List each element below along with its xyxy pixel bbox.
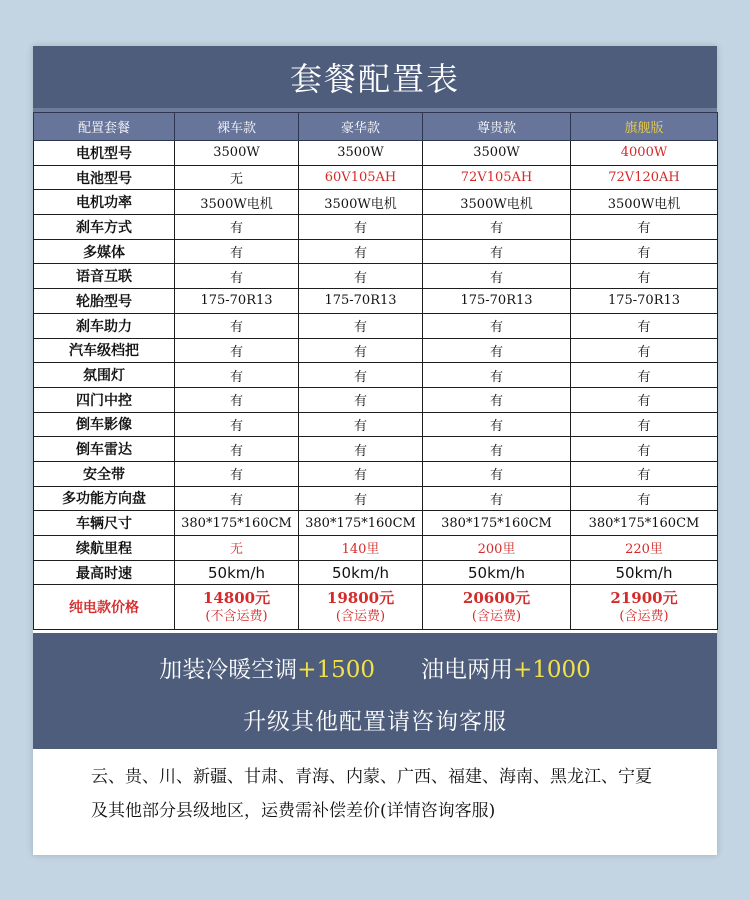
table-cell: 有 [423,363,571,388]
ac-addon-label: 加装冷暖空调 [159,657,298,683]
table-cell: 有 [175,215,299,240]
hybrid-addon-label: 油电两用 [421,657,513,683]
table-cell: 3500W电机 [299,190,423,215]
table-cell: 3500W [175,141,299,166]
table-cell: 有 [175,338,299,363]
price-cell [175,585,299,630]
table-row [34,560,718,585]
table-cell: 有 [175,313,299,338]
table-cell: 有 [571,215,718,240]
table-cell: 有 [571,387,718,412]
table-row [34,338,718,363]
row-label: 刹车助力 [34,313,175,338]
row-label: 多功能方向盘 [34,486,175,511]
table-cell: 有 [571,363,718,388]
upgrade-note: 升级其他配置请咨询客服 [243,709,507,735]
table-cell: 175-70R13 [299,289,423,314]
table-cell: 有 [423,239,571,264]
table-cell: 175-70R13 [175,289,299,314]
row-label: 倒车雷达 [34,437,175,462]
table-row [34,363,718,388]
table-row [34,511,718,536]
price-cell [423,585,571,630]
table-cell: 有 [423,437,571,462]
table-cell: 有 [423,264,571,289]
table-cell: 50km/h [423,560,571,585]
price-row-label: 纯电款价格 [34,585,175,630]
shipping-regions: 云、贵、川、新疆、甘肃、青海、内蒙、广西、福建、海南、黑龙江、宁夏 [91,767,652,787]
table-cell: 有 [299,338,423,363]
table-cell: 无 [175,165,299,190]
table-cell: 有 [299,239,423,264]
row-label: 语音互联 [34,264,175,289]
table-cell: 60V105AH [299,165,423,190]
hybrid-addon-price: +1000 [513,657,591,683]
table-body [34,141,718,630]
table-cell: 有 [571,313,718,338]
row-label: 最高时速 [34,560,175,585]
table-cell: 有 [175,461,299,486]
table-cell: 有 [299,363,423,388]
table-cell: 380*175*160CM [571,511,718,536]
shipping-note: (含运费) [619,609,669,625]
table-cell: 220里 [571,536,718,561]
table-cell: 72V105AH [423,165,571,190]
header-premium: 尊贵款 [423,113,571,141]
table-cell: 有 [423,313,571,338]
table-cell: 有 [571,338,718,363]
row-label: 四门中控 [34,387,175,412]
table-cell: 有 [175,486,299,511]
table-cell: 有 [423,338,571,363]
price-row [34,585,718,630]
table-cell: 有 [299,412,423,437]
table-header-row [34,113,718,141]
table-cell: 175-70R13 [423,289,571,314]
price-cell [299,585,423,630]
table-cell: 有 [175,387,299,412]
table-row [34,313,718,338]
table-cell: 有 [175,412,299,437]
table-cell: 有 [299,486,423,511]
addon-offers [33,651,717,687]
shipping-note: (不含运费) [205,609,268,625]
table-cell: 有 [175,239,299,264]
table-cell: 有 [571,486,718,511]
table-cell: 有 [423,461,571,486]
table-cell: 有 [175,363,299,388]
table-cell: 50km/h [299,560,423,585]
table-cell: 380*175*160CM [423,511,571,536]
header-package: 配置套餐 [34,113,175,141]
row-label: 电池型号 [34,165,175,190]
table-row [34,437,718,462]
table-cell: 无 [175,536,299,561]
config-table [33,112,718,630]
table-cell: 175-70R13 [571,289,718,314]
table-row [34,239,718,264]
header-flagship: 旗舰版 [571,113,718,141]
row-label: 电机功率 [34,190,175,215]
table-cell: 200里 [423,536,571,561]
table-row [34,264,718,289]
table-cell: 有 [299,461,423,486]
table-cell: 有 [423,387,571,412]
header-deluxe: 豪华款 [299,113,423,141]
row-label: 汽车级档把 [34,338,175,363]
table-cell: 3500W电机 [571,190,718,215]
table-cell: 3500W [423,141,571,166]
table-cell: 有 [175,437,299,462]
table-cell: 有 [299,264,423,289]
table-cell: 50km/h [175,560,299,585]
row-label: 氛围灯 [34,363,175,388]
table-cell: 有 [299,437,423,462]
promo-panel [33,633,717,749]
price-value: 21900元 [610,589,678,608]
table-cell: 72V120AH [571,165,718,190]
table-row [34,215,718,240]
table-cell: 3500W [299,141,423,166]
table-row [34,289,718,314]
table-cell: 140里 [299,536,423,561]
price-cell [571,585,718,630]
shipping-surcharge-note: 及其他部分县级地区，运费需补偿差价(详情咨询客服) [91,801,496,821]
table-row [34,486,718,511]
table-row [34,412,718,437]
table-cell: 有 [175,264,299,289]
row-label: 多媒体 [34,239,175,264]
table-cell: 有 [299,215,423,240]
table-cell: 3500W电机 [423,190,571,215]
row-label: 安全带 [34,461,175,486]
table-row [34,141,718,166]
table-cell: 有 [571,264,718,289]
table-cell: 有 [571,461,718,486]
table-cell: 有 [423,412,571,437]
table-cell: 380*175*160CM [299,511,423,536]
shipping-notice [91,760,711,828]
price-value: 20600元 [462,589,531,608]
table-row [34,387,718,412]
shipping-note: (含运费) [471,609,522,625]
table-cell: 有 [571,412,718,437]
price-value: 14800元 [202,589,271,608]
row-label: 刹车方式 [34,215,175,240]
table-cell: 380*175*160CM [175,511,299,536]
table-cell: 有 [423,215,571,240]
table-row [34,461,718,486]
row-label: 续航里程 [34,536,175,561]
row-label: 轮胎型号 [34,289,175,314]
table-cell: 50km/h [571,560,718,585]
table-cell: 4000W [571,141,718,166]
shipping-note: (含运费) [335,609,386,625]
table-row [34,165,718,190]
header-basic: 裸车款 [175,113,299,141]
table-cell: 有 [299,313,423,338]
table-cell: 有 [571,239,718,264]
row-label: 车辆尺寸 [34,511,175,536]
config-card [33,46,717,855]
price-value: 19800元 [326,589,395,608]
page-title: 套餐配置表 [33,46,717,108]
ac-addon-price: +1500 [297,657,375,683]
table-row [34,190,718,215]
table-cell: 有 [423,486,571,511]
table-row [34,536,718,561]
table-cell: 3500W电机 [175,190,299,215]
row-label: 电机型号 [34,141,175,166]
table-cell: 有 [299,387,423,412]
table-cell: 有 [571,437,718,462]
row-label: 倒车影像 [34,412,175,437]
